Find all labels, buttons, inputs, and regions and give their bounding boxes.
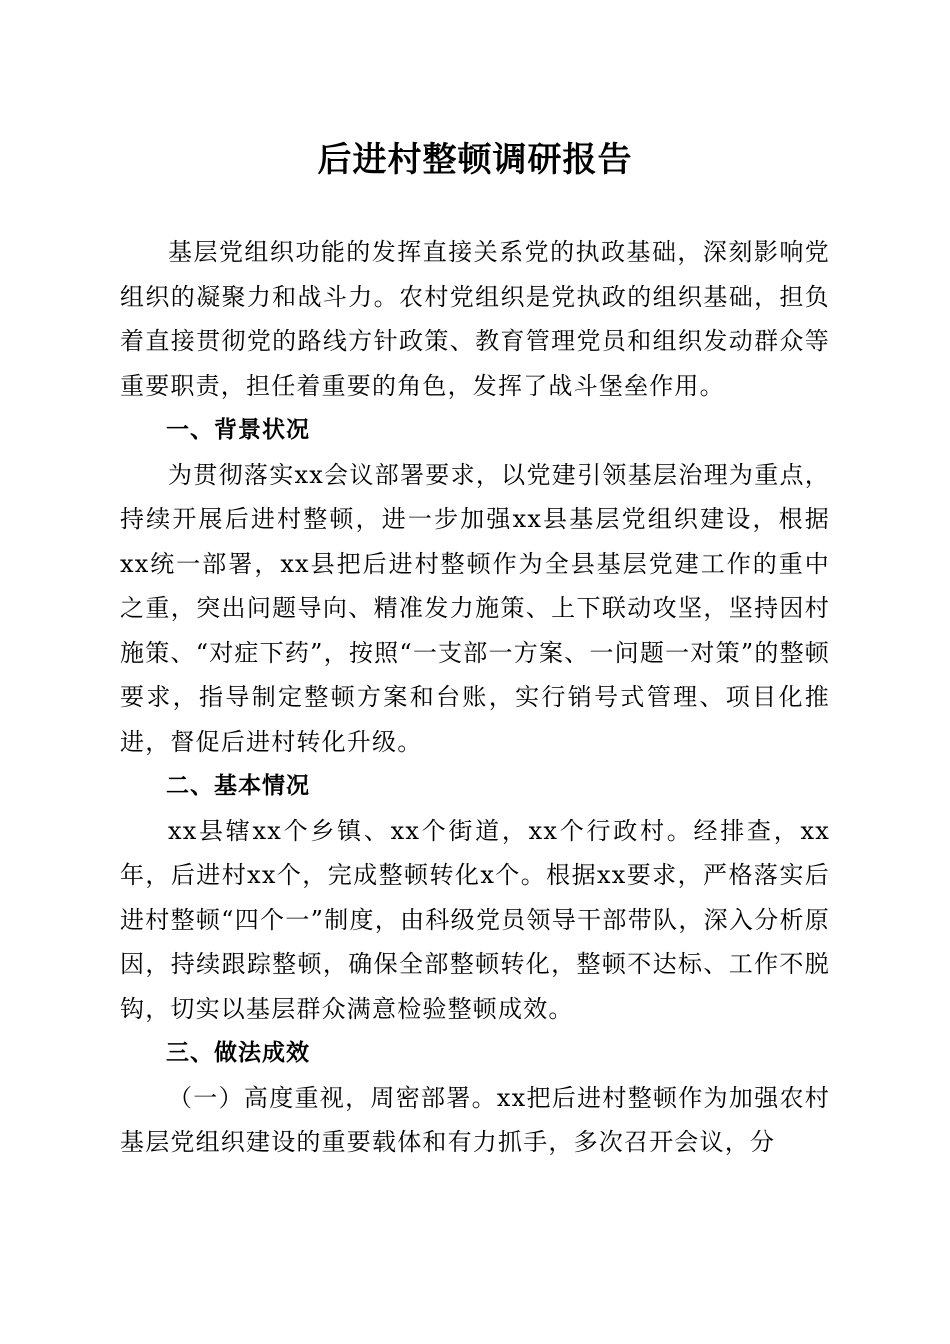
section-paragraph-background: 为贯彻落实xx会议部署要求，以党建引领基层治理为重点，持续开展后进村整顿，进一步加强xx县基层党组织建设，根据xx统一部署，xx县把后进村整顿作为全县基层党建工作的重中之重，突出问题导向、精准发力施策、上下联动攻坚，坚持因村施策、“对症下药”，按照“一支部一方案、一问题一对策”的整顿要求，指导制定整顿方案和台账，实行销号式管理、项目化推进，督促后进村转化升级。 — [120, 460, 830, 756]
section-paragraph-basic-situation: xx县辖xx个乡镇、xx个街道，xx个行政村。经排查，xx年，后进村xx个，完成整顿转化x个。根据xx要求，严格落实后进村整顿“四个一”制度，由科级党员领导干部带队，深入分析原因，持续跟踪整顿，确保全部整顿转化，整顿不达标、工作不脱钩，切实以基层群众满意检验整顿成效。 — [120, 816, 830, 1023]
section-heading-basic-situation: 二、基本情况 — [166, 773, 310, 799]
intro-paragraph: 基层党组织功能的发挥直接关系党的执政基础，深刻影响党组织的凝聚力和战斗力。农村党组织是党执政的组织基础，担负着直接贯彻党的路线方针政策、教育管理党员和组织发动群众等重要职责，担任着重要的角色，发挥了战斗堡垒作用。 — [120, 238, 830, 400]
measures-paragraph-text: xx把后进村整顿作为加强农村基层党组织建设的重要载体和有力抓手，多次召开会议，分 — [120, 1083, 830, 1156]
document-body — [120, 230, 830, 1165]
section-paragraph-measures — [120, 1076, 830, 1165]
sub-heading-high-priority: （一）高度重视，周密部署。 — [168, 1083, 497, 1112]
section-heading-measures: 三、做法成效 — [166, 1040, 310, 1066]
document-title: 后进村整顿调研报告 — [317, 140, 633, 180]
section-heading-background: 一、背景状况 — [166, 417, 310, 443]
